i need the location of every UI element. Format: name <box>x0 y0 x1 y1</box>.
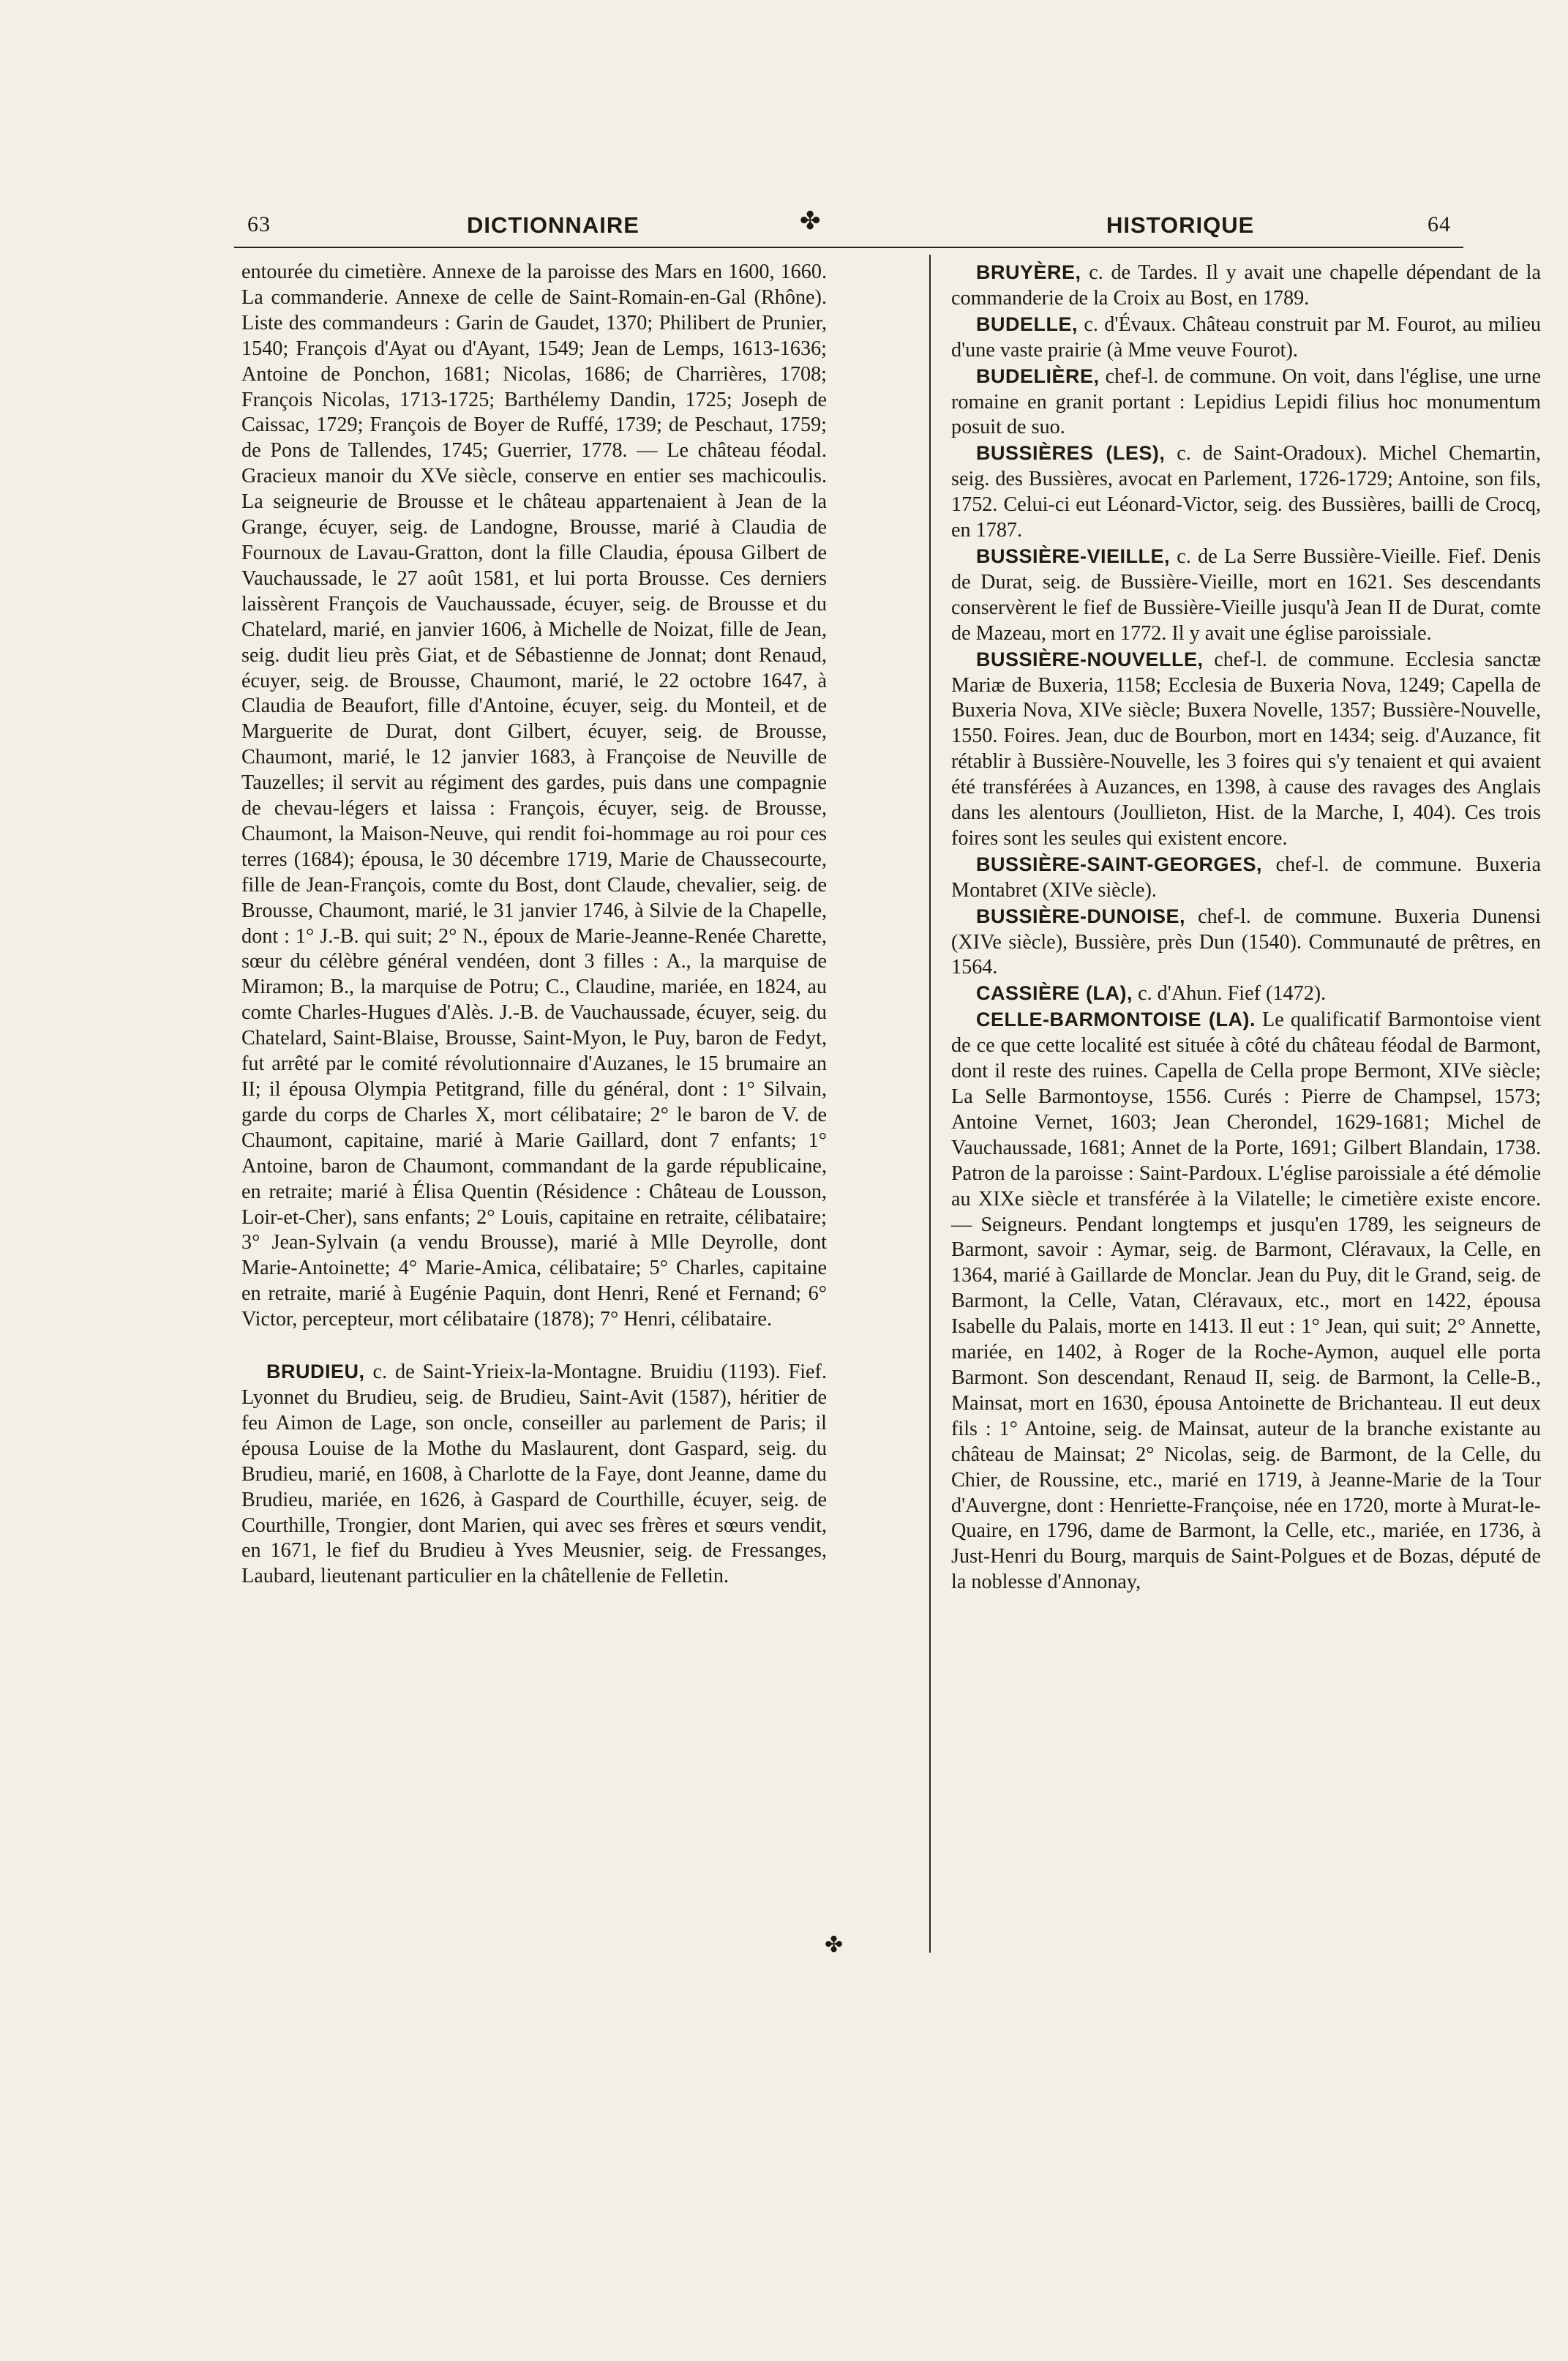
entry-text: c. de Saint-Yrieix-la-Montagne. Bruidiu (1193). Fief. Lyonnet du Brudieu, seig. de Brudieu, Saint-Avit (1587), héritier de feu Aimon de Lage, son oncle, conseiller au parlement de Paris; il épousa Louise de la Mothe du Maslaurent, dont Gaspard, seig. du Brudieu, marié, en 1608, à Charlotte de la Faye, dont Jeanne, dame du Brudieu, mariée, en 1626, à Gaspard de Courthille, écuyer, seig. de Courthille, Trongier, dont Marien, qui avec ses frères et sœurs vendit, en 1671, le fief du Brudieu à Yves Meusnier, seig. de Fressanges, Laubard, lieutenant particulier en la châtellenie de Felletin. <box>241 1361 827 1588</box>
dictionary-entry <box>951 981 1541 1007</box>
entry-text: c. de Saint-Oradoux). Michel Chemartin, seig. des Bussières, avocat en Parlement, 1726-1729; Antoine, son fils, 1752. Celui-ci eut Léonard-Victor, seig. des Bussières, bailli de Crocq, en 1787. <box>951 442 1541 542</box>
entry-text: c. de Tardes. Il y avait une chapelle dépendant de la commanderie de la Croix au Bost, en 1789. <box>951 261 1541 310</box>
dictionary-entry <box>951 260 1541 312</box>
entry-headword: BUDELLE, <box>976 313 1078 335</box>
dictionary-entry <box>951 364 1541 441</box>
page-header <box>241 205 1458 242</box>
fleuron-icon: ✤ <box>825 1933 844 1957</box>
entry-text: chef-l. de commune. Ecclesia sanctæ Mariæ de Buxeria, 1158; Ecclesia de Buxeria Nova, 1249; Capella de Buxeria Nova, XIVe siècle; Buxera Novelle, 1357; Bussière-Nouvelle, 1550. Foires. Jean, duc de Bourbon, mort en 1434; seig. d'Auzance, fit rétablir à Bussière-Nouvelle, les 3 foires qui s'y tenaient et qui avaient été transférées à Auzances, en 1398, à cause des ravages des Anglais dans les alentours (Joullieton, Hist. de la Marche, I, 404). Ces trois foires sont les seules qui existent encore. <box>951 648 1541 850</box>
dictionary-entry <box>951 647 1541 852</box>
running-title-left: DICTIONNAIRE <box>467 212 639 238</box>
dictionary-entry <box>951 544 1541 647</box>
right-column <box>951 260 1541 1595</box>
left-column <box>241 260 827 1590</box>
running-title-right: HISTORIQUE <box>1106 212 1255 238</box>
entry-text: c. d'Évaux. Château construit par M. Fourot, au milieu d'une vaste prairie (à Mme veuve Fourot). <box>951 313 1541 362</box>
entry-headword: BUSSIÈRE-NOUVELLE, <box>976 648 1204 670</box>
dictionary-entry <box>951 904 1541 981</box>
entry-text: chef-l. de commune. Buxeria Montabret (XIVe siècle). <box>951 853 1541 902</box>
entry-headword: CASSIÈRE (LA), <box>976 982 1133 1005</box>
header-rule <box>234 247 1463 248</box>
dictionary-entry <box>951 312 1541 364</box>
fleuron-icon: ✤ <box>800 207 822 235</box>
dictionary-entry <box>951 441 1541 544</box>
entry-text: c. de La Serre Bussière-Vieille. Fief. Denis de Durat, seig. de Bussière-Vieille, mort en 1621. Ses descendants conservèrent le fief de Bussière-Vieille jusqu'à Jean II de Durat, comte de Mazeau, mort en 1772. Il y avait une église paroissiale. <box>951 545 1541 645</box>
entry-headword: BUSSIÈRE-VIEILLE, <box>976 545 1171 567</box>
entry-text: Le qualificatif Barmontoise vient de ce que cette localité est située à côté du château féodal de Barmont, dont il reste des ruines. Capella de Cella prope Bermont, XIVe siècle; La Selle Barmontoyse, 1556. Curés : Pierre de Champsel, 1573; Antoine Vernet, 1603; Jean Cherondel, 1629-1681; Michel de Vauchaussade, 1681; Annet de la Porte, 1691; Gilbert Blandain, 1738. Patron de la paroisse : Saint-Pardoux. L'église paroissiale a été démolie au XIXe siècle et transférée à la Vilatelle; le cimetière existe encore. — Seigneurs. Pendant longtemps et jusqu'en 1789, les seigneurs de Barmont, savoir : Aymar, seig. de Barmont, Cléravaux, la Celle, en 1364, marié à Gaillarde de Monclar. Jean du Puy, dit le Grand, seig. de Barmont, la Celle, Vatan, Cléravaux, etc., mort en 1422, épousa Isabelle du Palais, morte en 1413. Il eut : 1° Jean, qui suit; 2° Annette, mariée, en 1402, à Roger de la Roche-Aymon, auquel elle porta Barmont. Son descendant, Renaud II, seig. de Barmont, la Celle-B., Mainsat, mort en 1630, épousa Antoinette de Brichanteau. Il eut deux fils : 1° Antoine, seig. de Mainsat, auteur de la branche existante au château de Mainsat; 2° Nicolas, seig. de Barmont, de la Celle, du Chier, de Roussine, etc., marié en 1719, à Jeanne-Marie de la Tour d'Auvergne, dont : Henriette-Françoise, née en 1720, morte à Murat-le-Quaire, en 1796, dame de Barmont, la Celle, etc., mariée, en 1736, à Just-Henri du Bourg, marquis de Saint-Polgues et de Bozas, député de la noblesse d'Annonay, <box>951 1009 1542 1594</box>
page-number-left: 63 <box>247 212 271 236</box>
entry-text: c. d'Ahun. Fief (1472). <box>1133 982 1327 1006</box>
dictionary-entry <box>951 852 1541 904</box>
entry-headword: BRUYÈRE, <box>976 261 1081 283</box>
dictionary-entry-brudieu <box>241 1359 827 1590</box>
entry-headword: BUSSIÈRES (LES), <box>976 442 1166 465</box>
entry-headword: BUSSIÈRE-SAINT-GEORGES, <box>976 853 1263 875</box>
entry-text: chef-l. de commune. On voit, dans l'église, une urne romaine en granit portant : Lepidius Lepidi filius hoc monumentum posuit de suo. <box>951 364 1541 439</box>
entry-headword: BUDELIÈRE, <box>976 364 1100 387</box>
page-number-right: 64 <box>1428 212 1451 236</box>
continuation-paragraph: entourée du cimetière. Annexe de la paroisse des Mars en 1600, 1660. La commanderie. Annexe de celle de Saint-Romain-en-Gal (Rhône). Liste des commandeurs : Garin de Gaudet, 1370; Philibert de Prunier, 1540; François d'Ayat ou d'Ayant, 1549; Jean de Lemps, 1613-1636; Antoine de Ponchon, 1681; Nicolas, 1686; de Charrières, 1708; François Nicolas, 1713-1725; Barthélemy Dandin, 1725; Joseph de Caissac, 1729; François de Boyer de Ruffé, 1739; de Peschaut, 1759; de Pons de Tallendes, 1745; Guerrier, 1778. — Le château féodal. Gracieux manoir du XVe siècle, conserve en entier ses machicoulis. La seigneurie de Brousse et le château appartenaient à Jean de la Grange, écuyer, seig. de Landogne, Brousse, marié à Claudia de Fournoux de Lavau-Gratton, dont la fille Claudia, épousa Gilbert de Vauchaussade, le 27 août 1581, et lui porta Brousse. Ces derniers laissèrent François de Vauchaussade, écuyer, seig. de Brousse et du Chatelard, marié, en janvier 1606, à Michelle de Noizat, fille de Jean, seig. dudit lieu près Giat, et de Sébastienne de Jonnat; dont Renaud, écuyer, seig. de Brousse, Chaumont, marié, le 22 octobre 1647, à Claudia de Beaufort, fille d'Antoine, écuyer, seig. du Monteil, et de Marguerite de Durat, dont Gilbert, écuyer, seig. de Brousse, Chaumont, marié, le 12 janvier 1683, à Françoise de Neuville de Tauzelles; il servit au régiment des gardes, puis dans une compagnie de chevau-légers et laissa : François, écuyer, seig. de Brousse, Chaumont, la Maison-Neuve, qui rendit foi-hommage au roi pour ces terres (1684); épousa, le 30 décembre 1719, Marie de Chaussecourte, fille de Jean-François, comte du Bost, dont Claude, chevalier, seig. de Brousse, Chaumont, marié, le 31 janvier 1746, à Silvie de la Chapelle, dont : 1° J.-B. qui suit; 2° N., époux de Marie-Jeanne-Renée Charette, sœur du célèbre général vendéen, dont 3 filles : A., la marquise de Miramon; B., la marquise de Potru; C., Claudine, mariée, en 1824, au comte Charles-Hugues d'Alès. J.-B. de Vauchaussade, écuyer, seig. du Chatelard, Saint-Blaise, Brousse, Saint-Myon, le Puy, baron de Fedyt, fut arrêté par le comité révolutionnaire d'Auzanes, le 15 brumaire an II; il épousa Olympia Petitgrand, fille du général, dont : 1° Silvain, garde du corps de Charles X, mort célibataire; 2° le baron de V. de Chaumont, capitaine, marié à Marie Gaillard, dont 7 enfants; 1° Antoine, baron de Chaumont, commandant de la garde républicaine, en retraite; marié à Élisa Quentin (Résidence : Château de Lousson, Loir-et-Cher), sans enfants; 2° Louis, capitaine en retraite, célibataire; 3° Jean-Sylvain (a vendu Brousse), marié à Mlle Deyrolle, dont Marie-Antoinette; 4° Marie-Amica, célibataire; 5° Charles, capitaine en retraite, marié à Eugénie Paquin, dont Henri, René et Fernand; 6° Victor, percepteur, mort célibataire (1878); 7° Henri, célibataire. <box>241 261 827 1331</box>
entry-headword: BRUDIEU, <box>266 1361 365 1383</box>
dictionary-entry <box>951 1007 1541 1595</box>
column-divider <box>929 255 931 1953</box>
entry-headword: BUSSIÈRE-DUNOISE, <box>976 905 1186 927</box>
entry-headword: CELLE-BARMONTOISE (LA). <box>976 1009 1256 1031</box>
entry-text: chef-l. de commune. Buxeria Dunensi (XIVe siècle), Bussière, près Dun (1540). Communauté de prêtres, en 1564. <box>951 905 1541 979</box>
